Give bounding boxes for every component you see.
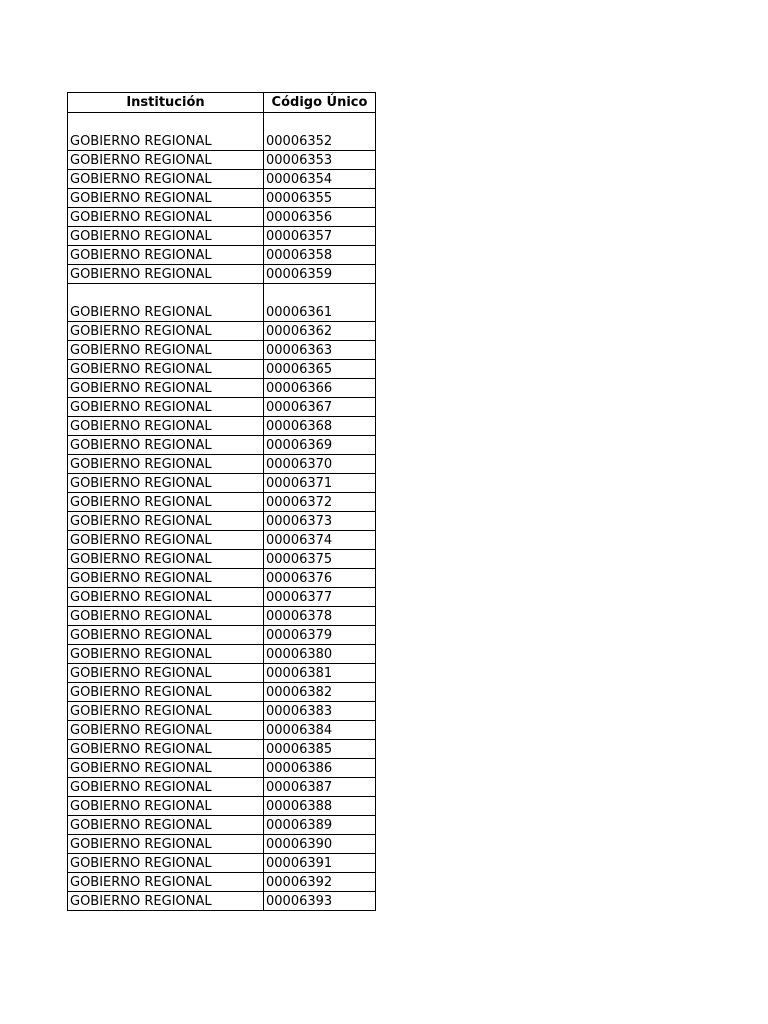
table-row	[68, 227, 376, 246]
table-row	[68, 645, 376, 664]
table-row	[68, 151, 376, 170]
table-row	[68, 246, 376, 265]
cell-institucion: GOBIERNO REGIONAL	[68, 113, 264, 151]
header-institucion: Institución	[68, 93, 264, 113]
table-row	[68, 208, 376, 227]
table-row	[68, 892, 376, 911]
cell-codigo-unico: 00006372	[264, 493, 376, 512]
cell-codigo-unico: 00006383	[264, 702, 376, 721]
cell-codigo-unico: 00006378	[264, 607, 376, 626]
cell-codigo-unico: 00006358	[264, 246, 376, 265]
table-row	[68, 550, 376, 569]
cell-codigo-unico: 00006370	[264, 455, 376, 474]
cell-institucion: GOBIERNO REGIONAL	[68, 398, 264, 417]
cell-institucion: GOBIERNO REGIONAL	[68, 626, 264, 645]
cell-institucion: GOBIERNO REGIONAL	[68, 569, 264, 588]
table-row	[68, 360, 376, 379]
cell-codigo-unico: 00006374	[264, 531, 376, 550]
cell-institucion: GOBIERNO REGIONAL	[68, 341, 264, 360]
cell-codigo-unico: 00006382	[264, 683, 376, 702]
cell-institucion: GOBIERNO REGIONAL	[68, 797, 264, 816]
cell-institucion: GOBIERNO REGIONAL	[68, 265, 264, 284]
table-body	[68, 113, 376, 911]
table-row	[68, 778, 376, 797]
cell-codigo-unico: 00006380	[264, 645, 376, 664]
cell-institucion: GOBIERNO REGIONAL	[68, 455, 264, 474]
table-row	[68, 626, 376, 645]
table-row	[68, 512, 376, 531]
table-row	[68, 474, 376, 493]
cell-codigo-unico: 00006354	[264, 170, 376, 189]
table-row	[68, 265, 376, 284]
cell-codigo-unico: 00006373	[264, 512, 376, 531]
table-row	[68, 702, 376, 721]
cell-institucion: GOBIERNO REGIONAL	[68, 493, 264, 512]
cell-institucion: GOBIERNO REGIONAL	[68, 417, 264, 436]
cell-institucion: GOBIERNO REGIONAL	[68, 664, 264, 683]
cell-institucion: GOBIERNO REGIONAL	[68, 683, 264, 702]
cell-codigo-unico: 00006366	[264, 379, 376, 398]
cell-institucion: GOBIERNO REGIONAL	[68, 645, 264, 664]
table-header-row	[68, 93, 376, 113]
cell-codigo-unico: 00006386	[264, 759, 376, 778]
table-row	[68, 455, 376, 474]
cell-institucion: GOBIERNO REGIONAL	[68, 189, 264, 208]
cell-institucion: GOBIERNO REGIONAL	[68, 322, 264, 341]
cell-codigo-unico: 00006361	[264, 284, 376, 322]
cell-codigo-unico: 00006363	[264, 341, 376, 360]
cell-institucion: GOBIERNO REGIONAL	[68, 721, 264, 740]
table-row	[68, 341, 376, 360]
cell-codigo-unico: 00006381	[264, 664, 376, 683]
table-row	[68, 740, 376, 759]
table-row	[68, 379, 376, 398]
table-row	[68, 854, 376, 873]
cell-institucion: GOBIERNO REGIONAL	[68, 816, 264, 835]
cell-codigo-unico: 00006393	[264, 892, 376, 911]
cell-institucion: GOBIERNO REGIONAL	[68, 474, 264, 493]
cell-codigo-unico: 00006384	[264, 721, 376, 740]
table-row	[68, 284, 376, 322]
table-row	[68, 835, 376, 854]
cell-institucion: GOBIERNO REGIONAL	[68, 778, 264, 797]
cell-codigo-unico: 00006379	[264, 626, 376, 645]
table-row	[68, 664, 376, 683]
cell-institucion: GOBIERNO REGIONAL	[68, 531, 264, 550]
cell-institucion: GOBIERNO REGIONAL	[68, 360, 264, 379]
cell-codigo-unico: 00006371	[264, 474, 376, 493]
cell-codigo-unico: 00006368	[264, 417, 376, 436]
table-row	[68, 759, 376, 778]
cell-codigo-unico: 00006367	[264, 398, 376, 417]
cell-codigo-unico: 00006389	[264, 816, 376, 835]
cell-institucion: GOBIERNO REGIONAL	[68, 227, 264, 246]
table-row	[68, 607, 376, 626]
table-row	[68, 170, 376, 189]
cell-codigo-unico: 00006352	[264, 113, 376, 151]
cell-codigo-unico: 00006359	[264, 265, 376, 284]
cell-institucion: GOBIERNO REGIONAL	[68, 550, 264, 569]
cell-codigo-unico: 00006362	[264, 322, 376, 341]
cell-institucion: GOBIERNO REGIONAL	[68, 436, 264, 455]
cell-institucion: GOBIERNO REGIONAL	[68, 170, 264, 189]
cell-institucion: GOBIERNO REGIONAL	[68, 607, 264, 626]
cell-institucion: GOBIERNO REGIONAL	[68, 208, 264, 227]
cell-codigo-unico: 00006356	[264, 208, 376, 227]
cell-codigo-unico: 00006369	[264, 436, 376, 455]
table-row	[68, 531, 376, 550]
cell-institucion: GOBIERNO REGIONAL	[68, 759, 264, 778]
cell-codigo-unico: 00006388	[264, 797, 376, 816]
cell-codigo-unico: 00006357	[264, 227, 376, 246]
cell-institucion: GOBIERNO REGIONAL	[68, 512, 264, 531]
cell-institucion: GOBIERNO REGIONAL	[68, 702, 264, 721]
cell-codigo-unico: 00006365	[264, 360, 376, 379]
cell-codigo-unico: 00006392	[264, 873, 376, 892]
cell-institucion: GOBIERNO REGIONAL	[68, 379, 264, 398]
cell-codigo-unico: 00006391	[264, 854, 376, 873]
table-row	[68, 683, 376, 702]
cell-codigo-unico: 00006355	[264, 189, 376, 208]
header-codigo-unico: Código Único	[264, 93, 376, 113]
cell-institucion: GOBIERNO REGIONAL	[68, 151, 264, 170]
cell-institucion: GOBIERNO REGIONAL	[68, 588, 264, 607]
cell-codigo-unico: 00006390	[264, 835, 376, 854]
cell-codigo-unico: 00006353	[264, 151, 376, 170]
table-row	[68, 721, 376, 740]
table-row	[68, 569, 376, 588]
table-row	[68, 322, 376, 341]
table-row	[68, 493, 376, 512]
cell-codigo-unico: 00006375	[264, 550, 376, 569]
cell-codigo-unico: 00006377	[264, 588, 376, 607]
table-row	[68, 417, 376, 436]
cell-codigo-unico: 00006376	[264, 569, 376, 588]
cell-institucion: GOBIERNO REGIONAL	[68, 892, 264, 911]
cell-institucion: GOBIERNO REGIONAL	[68, 284, 264, 322]
table-row	[68, 816, 376, 835]
cell-institucion: GOBIERNO REGIONAL	[68, 854, 264, 873]
cell-codigo-unico: 00006385	[264, 740, 376, 759]
cell-institucion: GOBIERNO REGIONAL	[68, 740, 264, 759]
cell-codigo-unico: 00006387	[264, 778, 376, 797]
cell-institucion: GOBIERNO REGIONAL	[68, 835, 264, 854]
table-row	[68, 436, 376, 455]
table-row	[68, 873, 376, 892]
cell-institucion: GOBIERNO REGIONAL	[68, 246, 264, 265]
table-row	[68, 398, 376, 417]
table-row	[68, 797, 376, 816]
cell-institucion: GOBIERNO REGIONAL	[68, 873, 264, 892]
table-row	[68, 113, 376, 151]
institution-code-table	[67, 92, 376, 911]
table-row	[68, 588, 376, 607]
table-row	[68, 189, 376, 208]
